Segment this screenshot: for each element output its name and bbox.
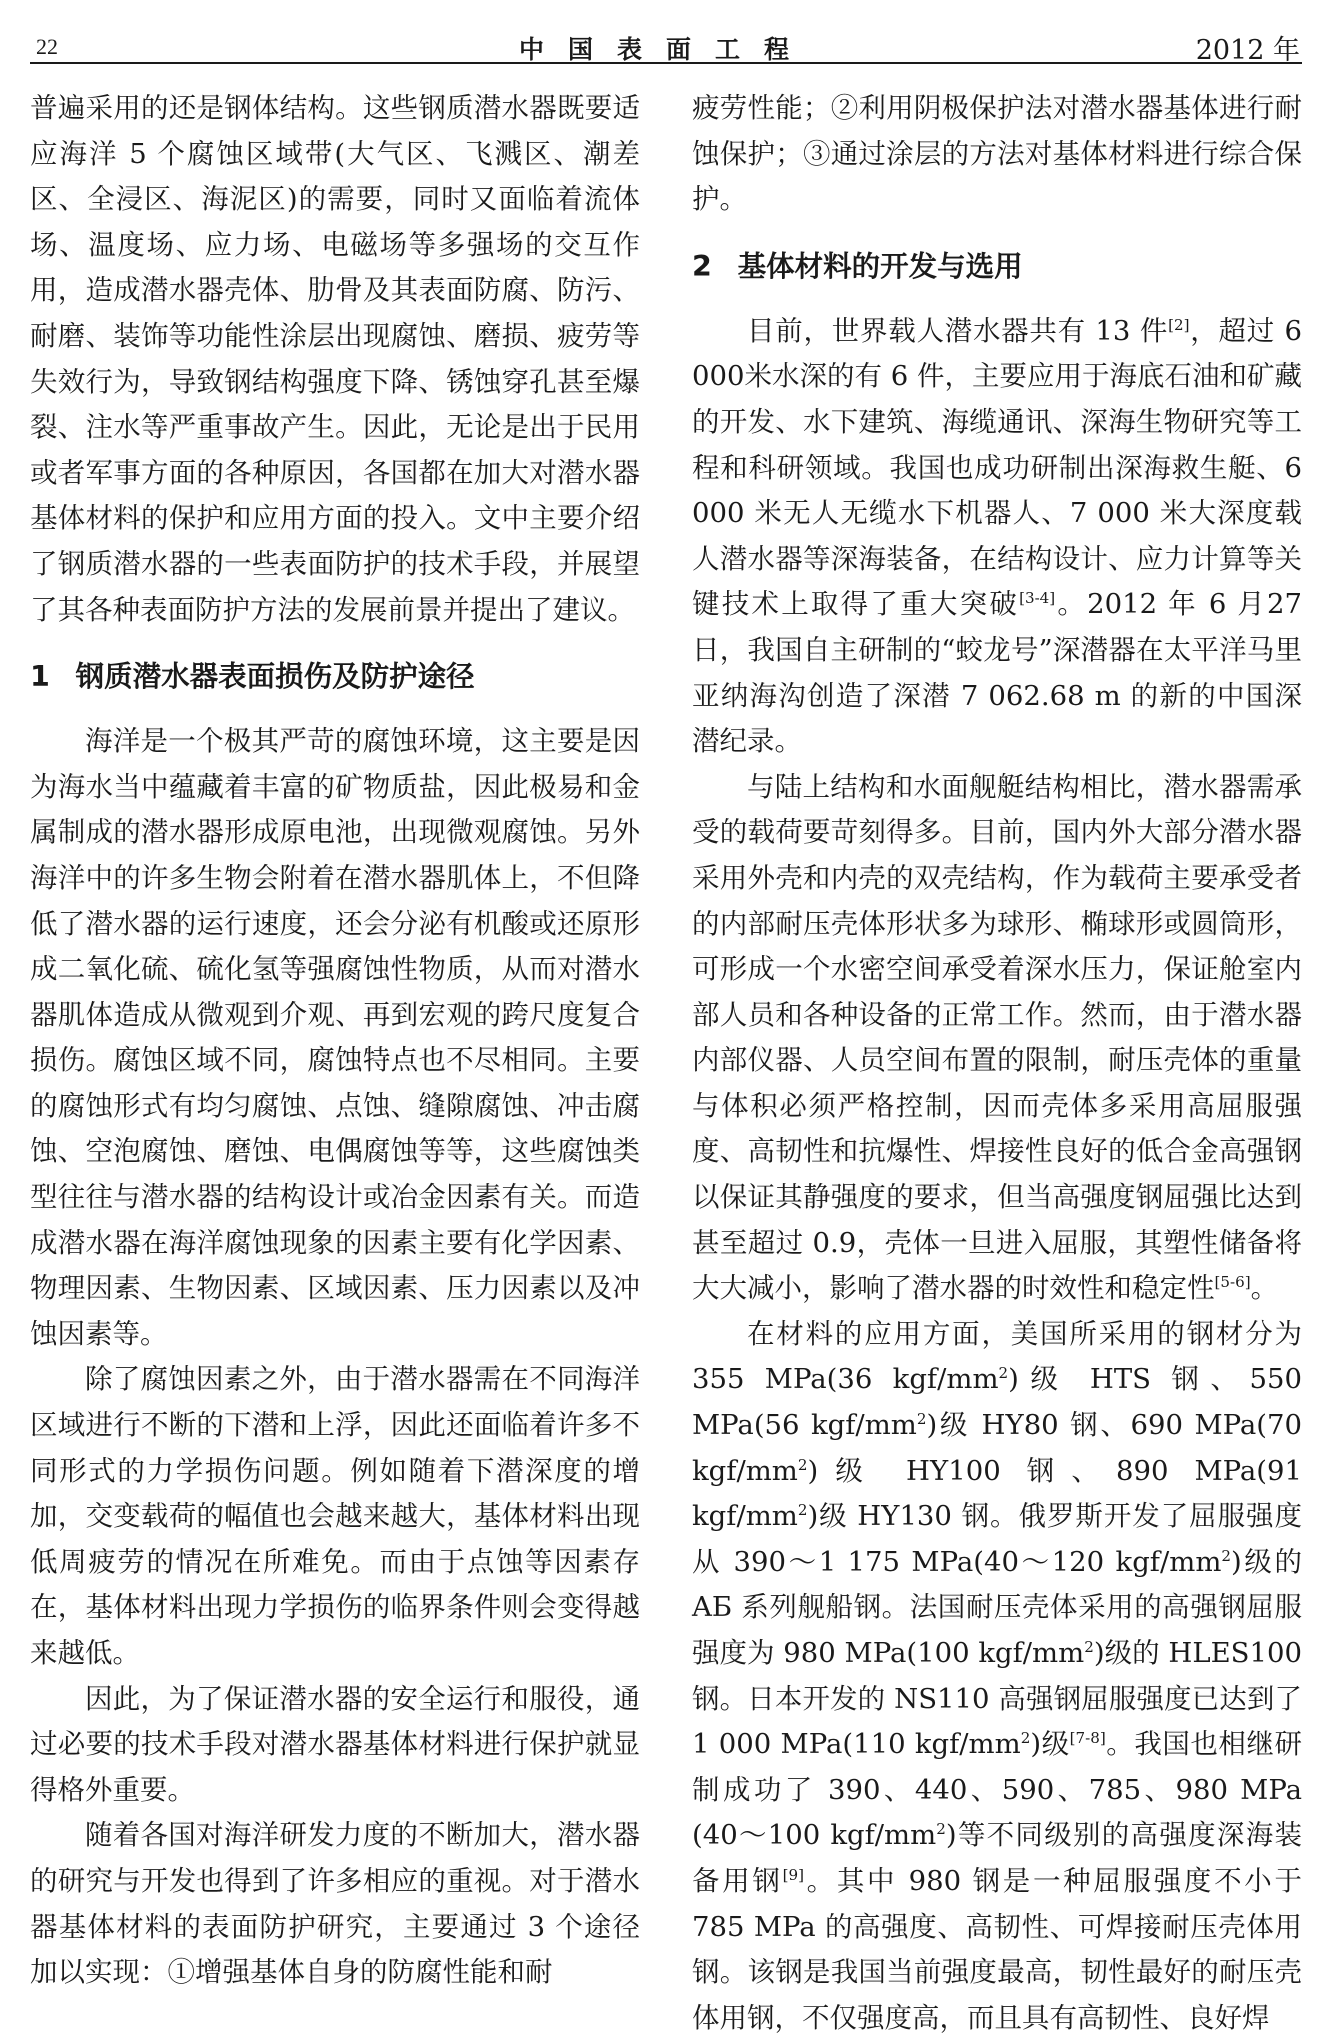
- body-paragraph: 与陆上结构和水面舰艇结构相比，潜水器需承受的载荷要苛刻得多。目前，国内外大部分潜水器采用外壳和内壳的双壳结构，作为载荷主要承受者的内部耐压壳体形状多为球形、椭球形或圆筒形，可形成一个水密空间承受着深水压力，保证舱室内部人员和各种设备的正常工作。然而，由于潜水器内部仪器、人员空间布置的限制，耐压壳体的重量与体积必须严格控制，因而壳体多采用高屈服强度、高韧性和抗爆性、焊接性良好的低合金高强钢以保证其静强度的要求，但当高强度钢屈强比达到甚至超过 0.9，壳体一旦进入屈服，其塑性储备将大大减小，影响了潜水器的时效性和稳定性[5-6]。: [692, 770, 1302, 1305]
- body-paragraph: 目前，世界载人潜水器共有 13 件[2]，超过 6 000米水深的有 6 件，主要应用于海底石油和矿藏的开发、水下建筑、海缆通讯、深海生物研究等工程和科研领域。我国也成功研制出深海救生艇、6 000 米无人无缆水下机器人、7 000 米大深度载人潜水器等深海装备，在结构设计、应力计算等关键技术上取得了重大突破[3-4]。2012 年 6 月27 日，我国自主研制的“蛟龙号”深潜器在太平洋马里亚纳海沟创造了深潜 7 062.68 m 的新的中国深潜纪录。: [692, 314, 1303, 758]
- body-paragraph: 因此，为了保证潜水器的安全运行和服役，通过必要的技术手段对潜水器基体材料进行保护就显得格外重要。: [30, 1682, 640, 1806]
- citation: [3-4]: [1019, 589, 1056, 608]
- body-paragraph: 海洋是一个极其严苛的腐蚀环境，这主要是因为海水当中蕴藏着丰富的矿物质盐，因此极易和金属制成的潜水器形成原电池，出现微观腐蚀。另外海洋中的许多生物会附着在潜水器肌体上，不但降低了潜水器的运行速度，还会分泌有机酸或还原形成二氧化硫、硫化氢等强腐蚀性物质，从而对潜水器肌体造成从微观到介观、再到宏观的跨尺度复合损伤。腐蚀区域不同，腐蚀特点也不尽相同。主要的腐蚀形式有均匀腐蚀、点蚀、缝隙腐蚀、冲击腐蚀、空泡腐蚀、磨蚀、电偶腐蚀等等，这些腐蚀类型往往与潜水器的结构设计或冶金因素有关。而造成潜水器在海洋腐蚀现象的因素主要有化学因素、物理因素、生物因素、区域因素、压力因素以及冲蚀因素等。: [30, 725, 640, 1350]
- body-paragraph: 除了腐蚀因素之外，由于潜水器需在不同海洋区域进行不断的下潜和上浮，因此还面临着许多不同形式的力学损伤问题。例如随着下潜深度的增加，交变载荷的幅值也会越来越大，基体材料出现低周疲劳的情况在所难免。而由于点蚀等因素存在，基体材料出现力学损伤的临界条件则会变得越来越低。: [30, 1363, 640, 1669]
- section-1-title: 钢质潜水器表面损伤及防护途径: [75, 660, 475, 694]
- body-paragraph: 在材料的应用方面，美国所采用的钢材分为 355 MPa(36 kgf/$mm^2$)级 HTS 钢、550 MPa(56 kgf/$mm^2$)级 HY80 钢、690 MPa(70 kgf/$mm^2$)级 HY100 钢、890 MPa(91 kgf/$mm^2$)级 HY130 钢。俄罗斯开发了屈服强度从 390～1 175 MPa(40～120 kgf/$mm^2$)级的 AБ 系列舰船钢。法国耐压壳体采用的高强钢屈服强度为 980 MPa(100 kgf/$mm^2$)级的 HLES100 钢。日本开发的 NS110 高强钢屈服强度已达到了 1 000 MPa(110 kgf/$mm^2$)级[7-8]。我国也相继研制成功了 390、440、590、785、980 MPa (40～100 kgf/$mm^2$)等不同级别的高强度深海装备用钢[9]。其中 980 钢是一种屈服强度不小于 785 MPa 的高强度、高韧性、可焊接耐压壳体用钢。该钢是我国当前强度最高，韧性最好的耐压壳体用钢，不仅强度高，而且具有高韧性、良好焊: [692, 1317, 1302, 2034]
- intro-paragraph-continued: 普遍采用的还是钢体结构。这些钢质潜水器既要适应海洋 5 个腐蚀区域带(大气区、飞溅区、潮差区、全浸区、海泥区)的需要，同时又面临着流体场、温度场、应力场、电磁场等多强场的交互作用，造成潜水器壳体、肋骨及其表面防腐、防污、耐磨、装饰等功能性涂层出现腐蚀、磨损、疲劳等失效行为，导致钢结构强度下降、锈蚀穿孔甚至爆裂、注水等严重事故产生。因此，无论是出于民用或者军事方面的各种原因，各国都在加大对潜水器基体材料的保护和应用方面的投入。文中主要介绍了钢质潜水器的一些表面防护的技术手段，并展望了其各种表面防护方法的发展前景并提出了建议。: [30, 92, 640, 626]
- right-column: [692, 86, 1302, 2041]
- citation: [2]: [1168, 315, 1190, 334]
- page-number: 22: [36, 34, 58, 59]
- journal-title: 中国表面工程: [518, 35, 813, 64]
- section-2-title: 基体材料的开发与选用: [737, 249, 1023, 283]
- section-2-heading: [692, 247, 1302, 287]
- citation: [5-6]: [1214, 1273, 1251, 1292]
- citation: [7-8]: [1069, 1729, 1106, 1748]
- citation: [9]: [782, 1865, 804, 1884]
- section-1-heading: [30, 657, 640, 697]
- section-2-number: 2: [692, 249, 712, 283]
- running-header: [30, 22, 1302, 64]
- paragraph-continued: 疲劳性能；②利用阴极保护法对潜水器基体进行耐蚀保护；③通过涂层的方法对基体材料进行综合保护。: [692, 92, 1302, 216]
- section-1-number: 1: [30, 660, 50, 694]
- left-column: [30, 86, 640, 1996]
- body-paragraph: 随着各国对海洋研发力度的不断加大，潜水器的研究与开发也得到了许多相应的重视。对于潜水器基体材料的表面防护研究，主要通过 3 个途径加以实现：①增强基体自身的防腐性能和耐: [30, 1819, 640, 1989]
- publication-year: 2012 年: [1195, 35, 1300, 66]
